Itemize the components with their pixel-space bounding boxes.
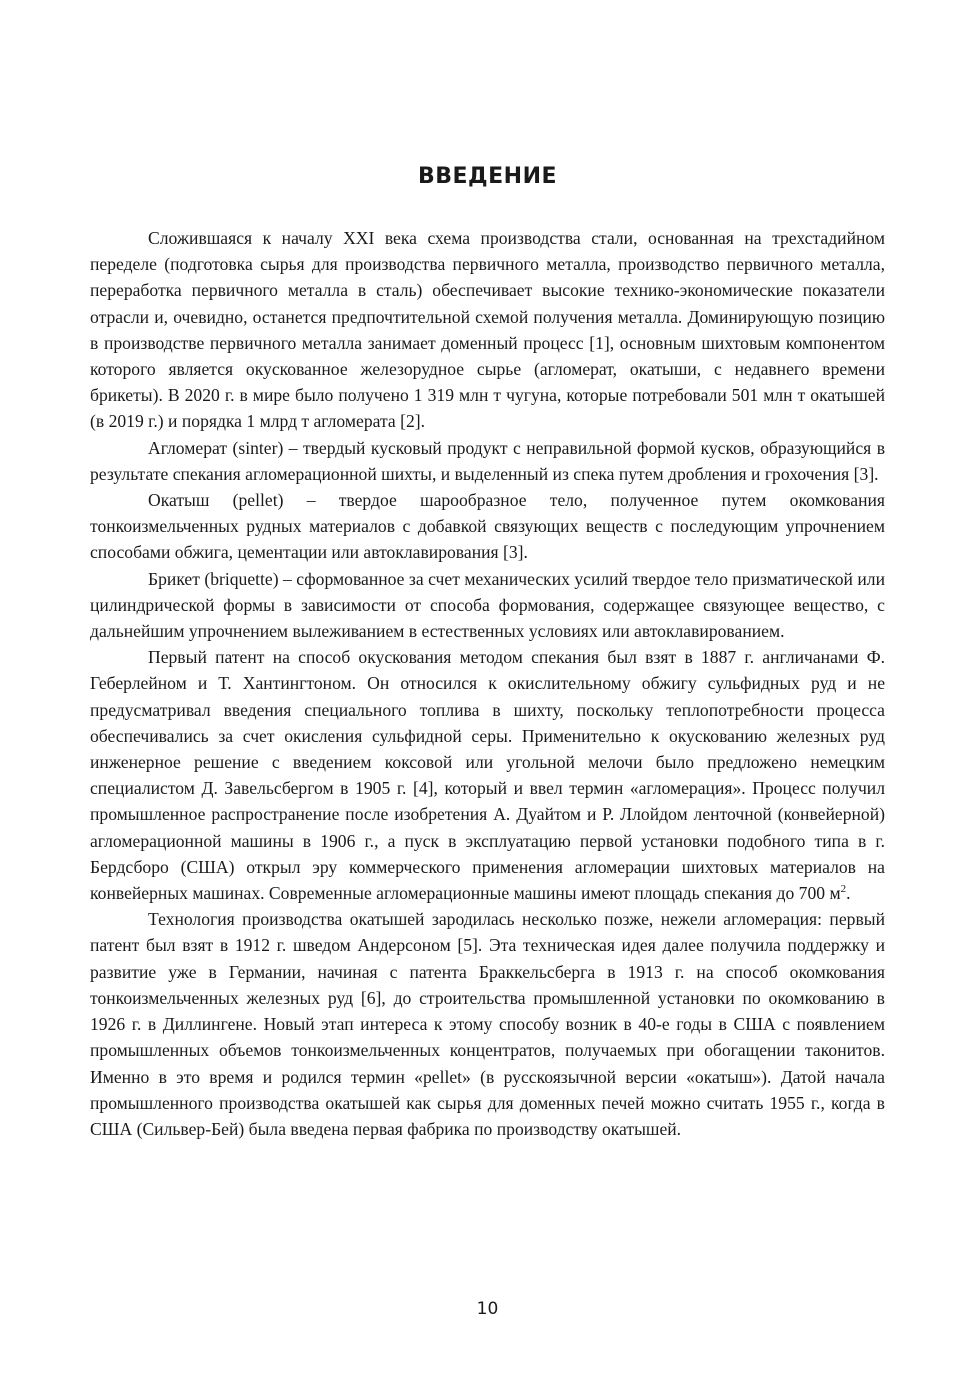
page-number: 10 — [476, 1299, 499, 1319]
superscript-two: 2 — [840, 883, 847, 896]
sintering-history-end: . — [846, 883, 851, 904]
paragraph-pellet-definition: Окатыш (pellet) – твердое шарообразное тело, полученное путем окомкования тонкоизмельченных рудных материалов с добавкой связующих веществ с последующим упрочнением способами обжига, цементации или автоклавирования [3]. — [90, 490, 885, 563]
paragraph-pellet-history: Технология производства окатышей зародилась несколько позже, нежели агломерация: первый патент был взят в 1912 г. шведом Андерсоном [5]. Эта техническая идея далее получила поддержку и развитие уже в Германии, начиная с патента Браккельсберга в 1913 г. на способ окомкования тонкоизмельченных железных руд [6], до строительства промышленной установки по окомкованию в 1926 г. в Диллингене. Новый этап интереса к этому способу возник в 40-е годы в США с появлением промышленных объемов тонкоизмельченных концентратов, получаемых при обогащении таконитов. Именно в это время и родился термин «pellet» (в русскоязычной версии «окатыш»). Датой начала промышленного производства окатышей как сырья для доменных печей можно считать 1955 г., когда в США (Сильвер-Бей) была введена первая фабрика по производству окатышей. — [90, 909, 885, 1139]
page-title: ВВЕДЕНИЕ — [417, 164, 558, 189]
paragraph-sinter-definition: Агломерат (sinter) – твердый кусковый продукт с неправильной формой кусков, образующийся в результате спекания агломерационной шихты, и выделенный из спека путем дробления и грохочения [3]. — [90, 437, 885, 484]
paragraph-briquette-definition: Брикет (briquette) – сформованное за счет механических усилий твердое тело призматической или цилиндрической формы в зависимости от способа формования, содержащее связующее вещество, с дальнейшим упрочнением вылеживанием в естественных условиях или автоклавированием. — [90, 568, 885, 642]
body-text — [90, 225, 885, 1142]
paragraph-sintering-history — [90, 644, 885, 906]
paragraph-intro: Сложившаяся к началу XXI века схема производства стали, основанная на трехстадийном переделе (подготовка сырья для производства первичного металла, производство первичного металла, переработка первичного металла в сталь) обеспечивает высокие технико-экономические показатели отрасли и, очевидно, останется предпочтительной схемой получения металла. Доминирующую позицию в производстве первичного металла занимает доменный процесс [1], основным шихтовым компонентом которого является окускованное железорудное сырье (агломерат, окатыши, с недавнего времени брикеты). В 2020 г. в мире было получено 1 319 млн т чугуна, которые потребовали 501 млн т окатышей (в 2019 г.) и порядка 1 млрд т агломерата [2]. — [90, 228, 885, 432]
sintering-history-text: Первый патент на способ окускования методом спекания был взят в 1887 г. англичанами Ф. Геберлейном и Т. Хантингтоном. Он относился к окислительному обжигу сульфидных руд и не предусматривал введения специального топлива в шихту, поскольку теплопотребности процесса обеспечивались за счет окисления сульфидной серы. Применительно к окускованию железных руд инженерное решение с введением коксовой или угольной мелочи было предложено немецким специалистом Д. Завельсбергом в 1905 г. [4], который и ввел термин «агломерация». Процесс получил промышленное распространение после изобретения А. Дуайтом и Р. Ллойдом ленточной (конвейерной) агломерационной машины в 1906 г., а пуск в эксплуатацию первой установки подобного типа в г. Бердсборо (США) открыл эру коммерческого применения агломерации шихтовых материалов на конвейерных машинах. Современные агломерационные машины имеют площадь спекания до 700 м — [90, 647, 885, 904]
